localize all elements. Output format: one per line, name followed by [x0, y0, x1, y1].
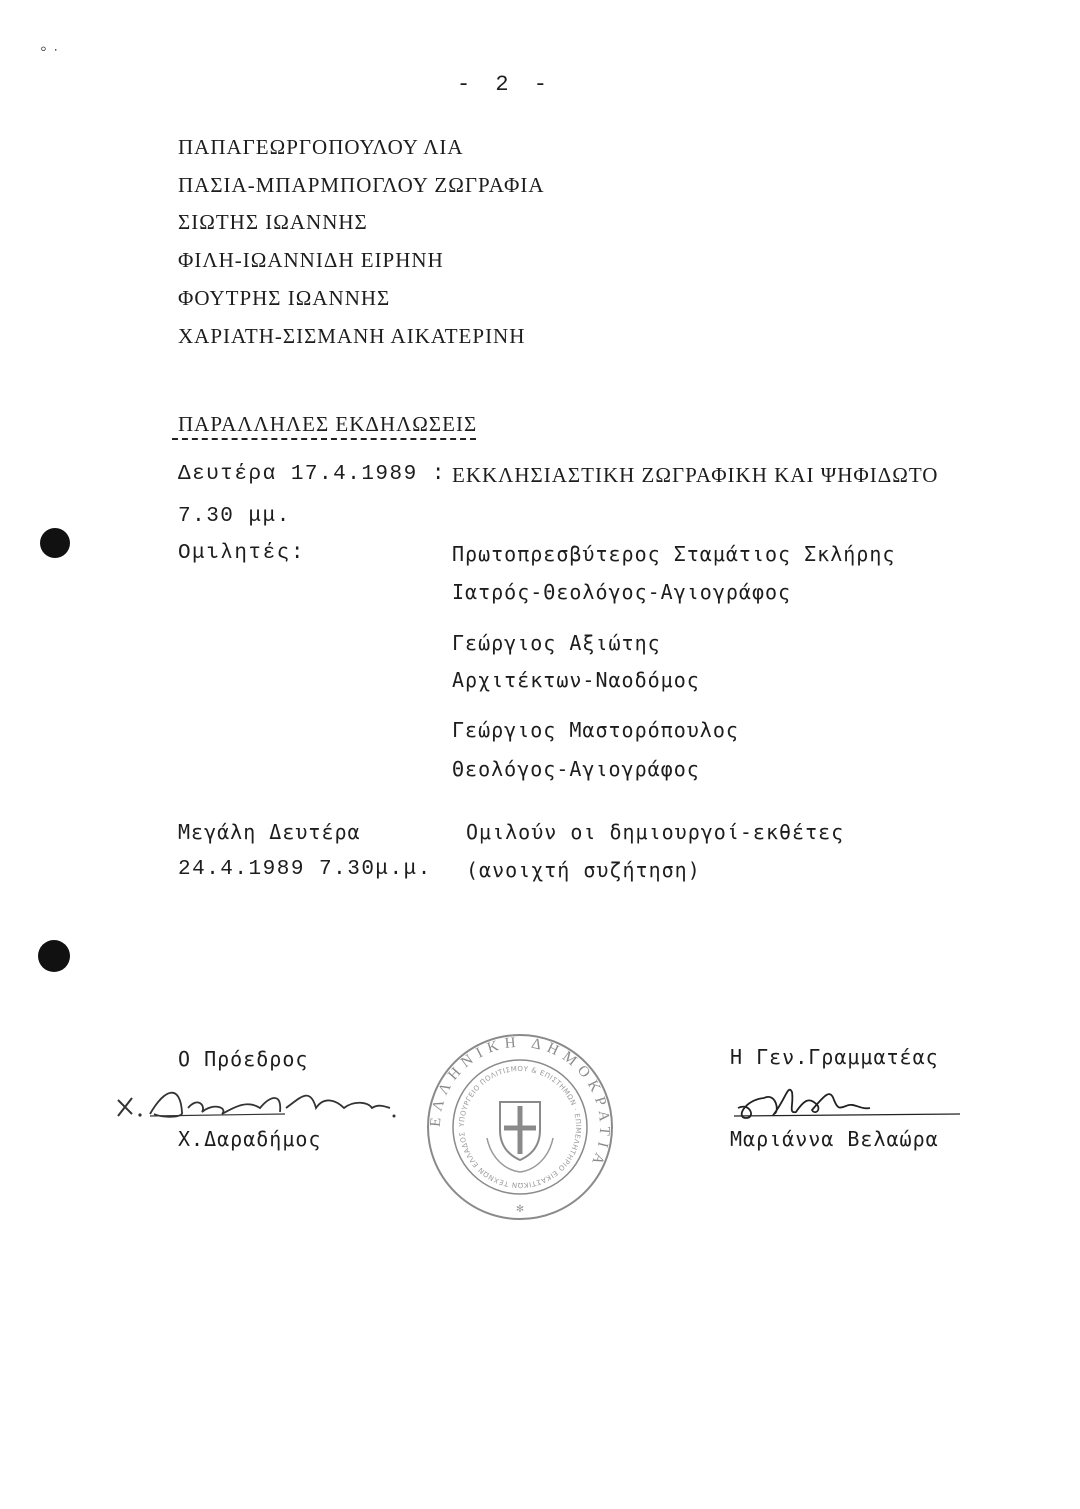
secretary-title: Η Γεν.Γραμματέας	[730, 1045, 939, 1069]
speaker-role: Αρχιτέκτων-Ναοδόμος	[452, 668, 700, 692]
speaker-role: Ιατρός-Θεολόγος-Αγιογράφος	[452, 580, 792, 604]
event1-title: ΕΚΚΛΗΣΙΑΣΤΙΚΗ ΖΩΓΡΑΦΙΚΗ ΚΑΙ ΨΗΦΙΔΩΤΟ	[452, 463, 939, 487]
scan-specks: ⸰ ‧	[40, 43, 58, 57]
president-title: Ο Πρόεδρος	[178, 1047, 309, 1071]
name-item: ΦΙΛΗ-ΙΩΑΝΝΙΔΗ ΕΙΡΗΝΗ	[178, 248, 444, 272]
name-item: ΠΑΠΑΓΕΩΡΓΟΠΟΥΛΟΥ ΛΙΑ	[178, 135, 464, 159]
secretary-name: Μαριάννα Βελαώρα	[730, 1127, 939, 1151]
speaker-role: Θεολόγος-Αγιογράφος	[452, 757, 700, 781]
speakers-label: Ομιλητές:	[178, 542, 305, 565]
name-item: ΧΑΡΙΑΤΗ-ΣΙΣΜΑΝΗ ΑΙΚΑΤΕΡΙΝΗ	[178, 324, 526, 348]
speaker-name: Πρωτοπρεσβύτερος Σταμάτιος Σκλήρης	[452, 542, 896, 566]
name-item: ΣΙΩΤΗΣ ΙΩΑΝΝΗΣ	[178, 210, 368, 234]
seal-outer-text: ΕΛΛΗΝΙΚΗ ΔΗΜΟΚΡΑΤΙΑ	[427, 1034, 613, 1173]
speaker-name: Γεώργιος Αξιώτης	[452, 631, 661, 655]
seal-inner-text: ΥΠΟΥΡΓΕΙΟ ΠΟΛΙΤΙΣΜΟΥ & ΕΠΙΣΤΗΜΩΝ · ΕΠΙΜΕΛΗΤΗΡΙΟ ΕΙΚΑΣΤΙΚΩΝ ΤΕΧΝΩΝ ΕΛΛΑΔΟΣ	[457, 1064, 583, 1190]
svg-text:✻: ✻	[516, 1202, 524, 1216]
president-signature	[110, 1078, 400, 1128]
event1-time: 7.30 μμ.	[178, 505, 291, 528]
president-name: Χ.Δαραδήμος	[178, 1127, 322, 1151]
secretary-signature	[730, 1078, 970, 1128]
official-seal-stamp	[425, 1030, 615, 1225]
name-item: ΠΑΣΙΑ-ΜΠΑΡΜΠΟΓΛΟΥ ΖΩΓΡΑΦΙΑ	[178, 173, 545, 197]
event2-day: Μεγάλη Δευτέρα	[178, 820, 361, 844]
event1-date: Δευτέρα 17.4.1989 :	[178, 463, 446, 486]
event2-datetime: 24.4.1989 7.30μ.μ.	[178, 858, 432, 881]
event2-note: (ανοιχτή συζήτηση)	[466, 858, 701, 882]
speaker-name: Γεώργιος Μαστορόπουλος	[452, 718, 739, 742]
heading-underline	[172, 438, 476, 440]
punch-hole-bottom	[38, 940, 70, 972]
event2-description: Ομιλούν οι δημιουργοί-εκθέτες	[466, 820, 845, 844]
name-item: ΦΟΥΤΡΗΣ ΙΩΑΝΝΗΣ	[178, 286, 391, 310]
page-number: - 2 -	[457, 72, 554, 97]
punch-hole-top	[40, 528, 70, 558]
section-heading: ΠΑΡΑΛΛΗΛΕΣ ΕΚΔΗΛΩΣΕΙΣ	[178, 412, 478, 436]
